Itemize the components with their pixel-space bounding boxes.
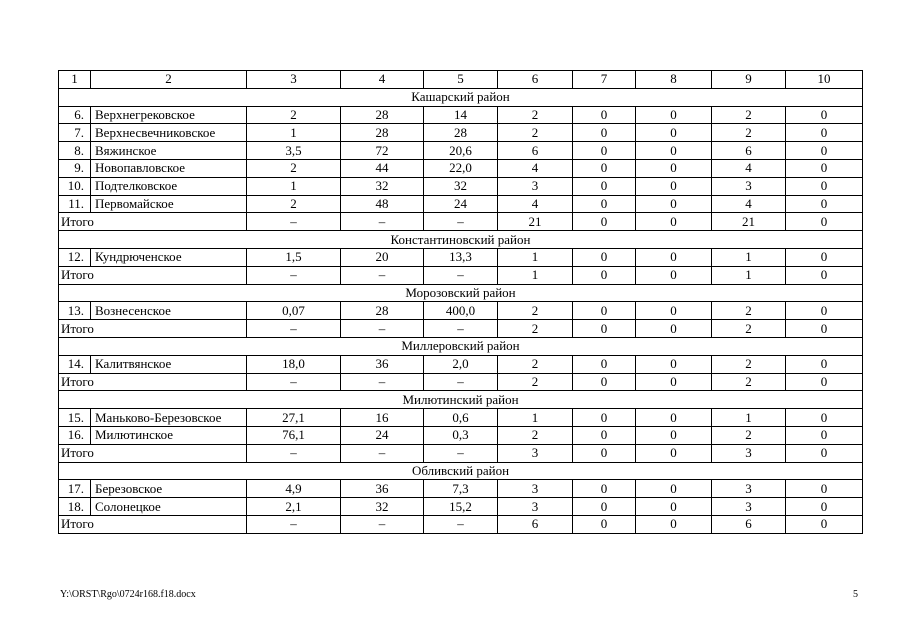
- table-row: [59, 195, 863, 213]
- total-cell: 0: [786, 320, 863, 338]
- table-cell: 28: [424, 124, 498, 142]
- table-cell: 4: [712, 195, 786, 213]
- table-cell: 24: [424, 195, 498, 213]
- table-cell: 0: [573, 498, 636, 516]
- table-cell: 0: [573, 248, 636, 266]
- table-cell: 0: [786, 498, 863, 516]
- column-header: 2: [91, 71, 247, 89]
- table-cell: 0: [636, 426, 712, 444]
- total-cell: –: [341, 515, 424, 533]
- total-cell: 2: [712, 320, 786, 338]
- table-row: [59, 409, 863, 427]
- table-cell: 18,0: [247, 355, 341, 373]
- total-cell: 0: [786, 444, 863, 462]
- table-cell: 0: [786, 248, 863, 266]
- table-cell: 0: [573, 409, 636, 427]
- table-cell: 22,0: [424, 159, 498, 177]
- table-cell: 2: [498, 426, 573, 444]
- table-cell: 0: [573, 355, 636, 373]
- table-cell: 72: [341, 142, 424, 160]
- settlement-name: Кундрюченское: [91, 248, 247, 266]
- footer-file-path: Y:\ORST\Rgo\0724r168.f18.docx: [60, 589, 196, 600]
- table-cell: 1: [712, 409, 786, 427]
- table-cell: 0: [636, 142, 712, 160]
- total-cell: 2: [712, 373, 786, 391]
- total-label: Итого: [59, 515, 247, 533]
- table-cell: 36: [341, 480, 424, 498]
- total-cell: 0: [786, 373, 863, 391]
- table-row: [59, 498, 863, 516]
- table-row: [59, 106, 863, 124]
- table-cell: 0: [636, 302, 712, 320]
- settlement-name: Новопавловское: [91, 159, 247, 177]
- total-cell: –: [424, 266, 498, 284]
- table-cell: 0,6: [424, 409, 498, 427]
- table-cell: 20: [341, 248, 424, 266]
- total-cell: –: [247, 266, 341, 284]
- table-cell: 4,9: [247, 480, 341, 498]
- total-cell: –: [424, 515, 498, 533]
- total-label: Итого: [59, 444, 247, 462]
- row-number: 13.: [59, 302, 91, 320]
- table-cell: 1: [498, 248, 573, 266]
- table-cell: 2: [247, 159, 341, 177]
- section-title-row: [59, 337, 863, 355]
- table-cell: 20,6: [424, 142, 498, 160]
- total-cell: –: [341, 444, 424, 462]
- total-cell: 0: [573, 444, 636, 462]
- table-cell: 0: [573, 124, 636, 142]
- table-cell: 0: [636, 159, 712, 177]
- table-cell: 27,1: [247, 409, 341, 427]
- table-cell: 76,1: [247, 426, 341, 444]
- column-header: 3: [247, 71, 341, 89]
- section-title: Обливский район: [59, 462, 863, 480]
- row-number: 18.: [59, 498, 91, 516]
- table-cell: 2: [712, 302, 786, 320]
- column-header: 9: [712, 71, 786, 89]
- total-cell: –: [424, 213, 498, 231]
- total-cell: –: [424, 320, 498, 338]
- total-cell: 0: [786, 266, 863, 284]
- column-header: 5: [424, 71, 498, 89]
- table-cell: 400,0: [424, 302, 498, 320]
- table-cell: 7,3: [424, 480, 498, 498]
- table-cell: 0: [786, 159, 863, 177]
- total-row: [59, 515, 863, 533]
- row-number: 12.: [59, 248, 91, 266]
- section-title-row: [59, 391, 863, 409]
- table-cell: 48: [341, 195, 424, 213]
- total-row: [59, 266, 863, 284]
- table-cell: 0: [786, 124, 863, 142]
- table-cell: 2: [247, 106, 341, 124]
- total-row: [59, 444, 863, 462]
- column-header: 4: [341, 71, 424, 89]
- table-cell: 2,0: [424, 355, 498, 373]
- row-number: 16.: [59, 426, 91, 444]
- total-cell: 1: [498, 266, 573, 284]
- total-cell: –: [247, 320, 341, 338]
- total-cell: 0: [573, 213, 636, 231]
- table-cell: 0: [636, 195, 712, 213]
- table-cell: 0: [573, 159, 636, 177]
- table-cell: 28: [341, 302, 424, 320]
- total-cell: –: [424, 444, 498, 462]
- total-row: [59, 320, 863, 338]
- total-cell: 0: [636, 213, 712, 231]
- total-cell: 0: [573, 515, 636, 533]
- total-cell: 0: [636, 515, 712, 533]
- total-cell: 2: [498, 373, 573, 391]
- total-cell: –: [247, 213, 341, 231]
- table-cell: 2: [498, 355, 573, 373]
- total-cell: 0: [786, 213, 863, 231]
- table-cell: 1: [247, 124, 341, 142]
- section-title: Кашарский район: [59, 88, 863, 106]
- table-cell: 0: [636, 355, 712, 373]
- table-cell: 0: [786, 142, 863, 160]
- total-cell: –: [424, 373, 498, 391]
- row-number: 14.: [59, 355, 91, 373]
- table-row: [59, 302, 863, 320]
- total-cell: –: [341, 373, 424, 391]
- table-cell: 2: [712, 426, 786, 444]
- column-header: 8: [636, 71, 712, 89]
- table-cell: 0: [636, 106, 712, 124]
- settlement-name: Вознесенское: [91, 302, 247, 320]
- total-cell: 0: [573, 373, 636, 391]
- table-cell: 15,2: [424, 498, 498, 516]
- total-cell: 0: [573, 320, 636, 338]
- settlement-name: Березовское: [91, 480, 247, 498]
- column-header: 7: [573, 71, 636, 89]
- table-cell: 3: [712, 498, 786, 516]
- table-row: [59, 177, 863, 195]
- footer-page-number: 5: [853, 589, 858, 600]
- table-cell: 3: [712, 480, 786, 498]
- settlement-name: Подтелковское: [91, 177, 247, 195]
- total-cell: 2: [498, 320, 573, 338]
- table-cell: 32: [424, 177, 498, 195]
- table-cell: 2: [712, 124, 786, 142]
- settlement-name: Верхнегрековское: [91, 106, 247, 124]
- table-cell: 2: [498, 302, 573, 320]
- row-number: 7.: [59, 124, 91, 142]
- table-cell: 0: [786, 177, 863, 195]
- table-row: [59, 480, 863, 498]
- total-cell: 0: [573, 266, 636, 284]
- column-header: 1: [59, 71, 91, 89]
- row-number: 17.: [59, 480, 91, 498]
- table-header-row: [59, 71, 863, 89]
- total-cell: 6: [498, 515, 573, 533]
- total-label: Итого: [59, 266, 247, 284]
- section-title: Морозовский район: [59, 284, 863, 302]
- table-body: [59, 71, 863, 534]
- table-cell: 1: [247, 177, 341, 195]
- section-title-row: [59, 88, 863, 106]
- table-cell: 0: [573, 480, 636, 498]
- total-cell: 0: [636, 444, 712, 462]
- table-cell: 0,07: [247, 302, 341, 320]
- table-cell: 32: [341, 498, 424, 516]
- section-title-row: [59, 462, 863, 480]
- table-cell: 4: [712, 159, 786, 177]
- total-cell: 0: [786, 515, 863, 533]
- table-cell: 0: [573, 142, 636, 160]
- table-row: [59, 159, 863, 177]
- table-cell: 28: [341, 106, 424, 124]
- data-table: [58, 70, 863, 534]
- row-number: 15.: [59, 409, 91, 427]
- total-cell: 6: [712, 515, 786, 533]
- section-title-row: [59, 284, 863, 302]
- settlement-name: Вяжинское: [91, 142, 247, 160]
- table-cell: 0: [636, 248, 712, 266]
- row-number: 9.: [59, 159, 91, 177]
- total-cell: 3: [498, 444, 573, 462]
- table-cell: 24: [341, 426, 424, 444]
- total-cell: –: [247, 444, 341, 462]
- total-label: Итого: [59, 213, 247, 231]
- table-cell: 0: [786, 302, 863, 320]
- settlement-name: Калитвянское: [91, 355, 247, 373]
- total-label: Итого: [59, 320, 247, 338]
- table-cell: 0: [636, 480, 712, 498]
- total-cell: –: [247, 373, 341, 391]
- table-cell: 0: [786, 106, 863, 124]
- column-header: 10: [786, 71, 863, 89]
- table-cell: 2: [247, 195, 341, 213]
- table-cell: 3: [712, 177, 786, 195]
- total-row: [59, 373, 863, 391]
- section-title: Константиновский район: [59, 231, 863, 249]
- table-cell: 28: [341, 124, 424, 142]
- table-cell: 0,3: [424, 426, 498, 444]
- table-cell: 0: [636, 498, 712, 516]
- table-cell: 32: [341, 177, 424, 195]
- table-cell: 36: [341, 355, 424, 373]
- table-cell: 3,5: [247, 142, 341, 160]
- table-cell: 0: [636, 177, 712, 195]
- table-row: [59, 355, 863, 373]
- total-cell: 21: [712, 213, 786, 231]
- table-cell: 0: [636, 124, 712, 142]
- table-cell: 1: [712, 248, 786, 266]
- total-cell: –: [341, 266, 424, 284]
- table-row: [59, 426, 863, 444]
- table-row: [59, 142, 863, 160]
- table-cell: 14: [424, 106, 498, 124]
- row-number: 6.: [59, 106, 91, 124]
- table-cell: 3: [498, 480, 573, 498]
- table-row: [59, 124, 863, 142]
- table-cell: 0: [786, 409, 863, 427]
- table-cell: 16: [341, 409, 424, 427]
- table-cell: 6: [712, 142, 786, 160]
- table-cell: 13,3: [424, 248, 498, 266]
- table-cell: 3: [498, 498, 573, 516]
- total-cell: –: [247, 515, 341, 533]
- table-cell: 6: [498, 142, 573, 160]
- table-cell: 1: [498, 409, 573, 427]
- table-cell: 0: [573, 195, 636, 213]
- total-cell: 21: [498, 213, 573, 231]
- table-cell: 0: [786, 480, 863, 498]
- table-cell: 2: [498, 106, 573, 124]
- table-cell: 0: [786, 426, 863, 444]
- table-row: [59, 248, 863, 266]
- section-title: Миллеровский район: [59, 337, 863, 355]
- settlement-name: Верхнесвечниковское: [91, 124, 247, 142]
- total-cell: 0: [636, 266, 712, 284]
- table-cell: 2,1: [247, 498, 341, 516]
- table-cell: 4: [498, 195, 573, 213]
- total-cell: 0: [636, 320, 712, 338]
- section-title: Милютинский район: [59, 391, 863, 409]
- row-number: 8.: [59, 142, 91, 160]
- total-cell: 0: [636, 373, 712, 391]
- table-cell: 0: [573, 302, 636, 320]
- section-title-row: [59, 231, 863, 249]
- settlement-name: Солонецкое: [91, 498, 247, 516]
- table-cell: 2: [712, 355, 786, 373]
- table-cell: 44: [341, 159, 424, 177]
- settlement-name: Милютинское: [91, 426, 247, 444]
- table-cell: 2: [498, 124, 573, 142]
- total-cell: –: [341, 320, 424, 338]
- table-cell: 0: [573, 426, 636, 444]
- row-number: 11.: [59, 195, 91, 213]
- table-cell: 1,5: [247, 248, 341, 266]
- table-cell: 3: [498, 177, 573, 195]
- table-cell: 0: [573, 106, 636, 124]
- row-number: 10.: [59, 177, 91, 195]
- settlement-name: Маньково-Березовское: [91, 409, 247, 427]
- settlement-name: Первомайское: [91, 195, 247, 213]
- total-cell: 1: [712, 266, 786, 284]
- total-label: Итого: [59, 373, 247, 391]
- table-cell: 0: [786, 195, 863, 213]
- table-cell: 4: [498, 159, 573, 177]
- total-cell: 3: [712, 444, 786, 462]
- table-cell: 0: [636, 409, 712, 427]
- column-header: 6: [498, 71, 573, 89]
- table-cell: 2: [712, 106, 786, 124]
- table-cell: 0: [573, 177, 636, 195]
- total-cell: –: [341, 213, 424, 231]
- table-cell: 0: [786, 355, 863, 373]
- total-row: [59, 213, 863, 231]
